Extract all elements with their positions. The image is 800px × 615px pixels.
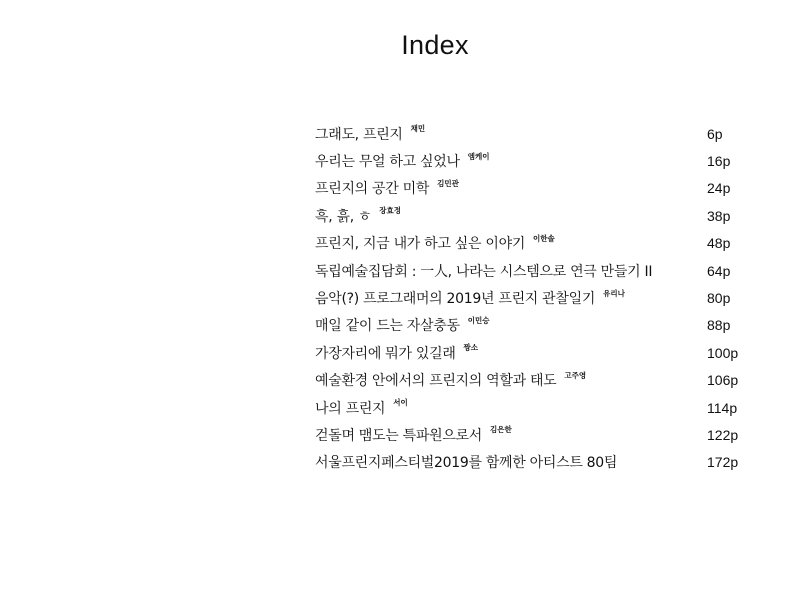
entry-page-number: 6p	[707, 125, 723, 142]
toc-entry	[315, 339, 745, 366]
entry-page-number: 106p	[707, 372, 739, 389]
entry-page-number: 48p	[707, 235, 731, 252]
entry-title: 예술환경 안에서의 프린지의 역할과 태도	[315, 373, 557, 390]
entry-title: 가장자리에 뭐가 있길래	[315, 345, 456, 362]
entry-page-number: 80p	[707, 290, 731, 307]
entry-title: 음악(?) 프로그래머의 2019년 프린지 관찰일기	[315, 291, 596, 308]
entry-author: 엠케이	[467, 151, 490, 161]
entry-page-number: 114p	[707, 399, 738, 416]
entry-author: 유리나	[603, 288, 625, 298]
toc-entry	[315, 257, 745, 284]
toc-entry	[315, 449, 745, 476]
toc-entry	[315, 394, 745, 421]
entry-title: 흑, 흙, ㅎ	[315, 208, 372, 225]
entry-page-number: 88p	[707, 317, 731, 334]
toc-entry	[315, 147, 745, 174]
entry-author: 이민승	[467, 315, 490, 325]
page-title: Index	[401, 30, 469, 60]
entry-author: 김민관	[437, 178, 459, 188]
entry-title: 프린지, 지금 내가 하고 싶은 이야기	[315, 236, 526, 253]
entry-author: 김은한	[490, 425, 512, 435]
entry-page-number: 100p	[707, 344, 739, 361]
entry-author: 짱소	[463, 343, 479, 353]
entry-title: 서울프린지페스티벌2019를 함께한 아티스트 80팀	[315, 455, 618, 472]
toc-entry	[315, 120, 745, 147]
toc-entry	[315, 202, 745, 229]
table-of-contents	[315, 120, 745, 476]
entry-title: 우리는 무얼 하고 싶었나	[315, 154, 460, 171]
entry-title: 독립예술집담회 : 一人, 나라는 시스템으로 연극 만들기 II	[315, 263, 653, 280]
toc-entry	[315, 230, 745, 257]
entry-author: 이한솔	[533, 233, 555, 243]
entry-page-number: 64p	[707, 262, 731, 279]
entry-page-number: 172p	[707, 454, 739, 471]
entry-author: 서이	[393, 398, 408, 408]
toc-entry	[315, 367, 745, 394]
entry-author: 고주영	[564, 370, 587, 380]
toc-entry	[315, 175, 745, 202]
entry-page-number: 16p	[707, 153, 731, 170]
entry-page-number: 24p	[707, 180, 731, 197]
entry-author: 장효정	[379, 206, 402, 216]
entry-page-number: 38p	[707, 207, 731, 224]
entry-title: 프린지의 공간 미학	[315, 181, 430, 198]
entry-title: 걷돌며 맴도는 특파원으로서	[315, 427, 482, 444]
entry-title: 나의 프린지	[315, 400, 386, 417]
toc-entry	[315, 312, 745, 339]
entry-author: 채민	[410, 124, 426, 134]
entry-page-number: 122p	[707, 426, 739, 443]
entry-title: 그래도, 프린지	[315, 126, 403, 143]
toc-entry	[315, 421, 745, 448]
entry-title: 매일 같이 드는 자살충동	[315, 318, 460, 335]
toc-entry	[315, 284, 745, 311]
